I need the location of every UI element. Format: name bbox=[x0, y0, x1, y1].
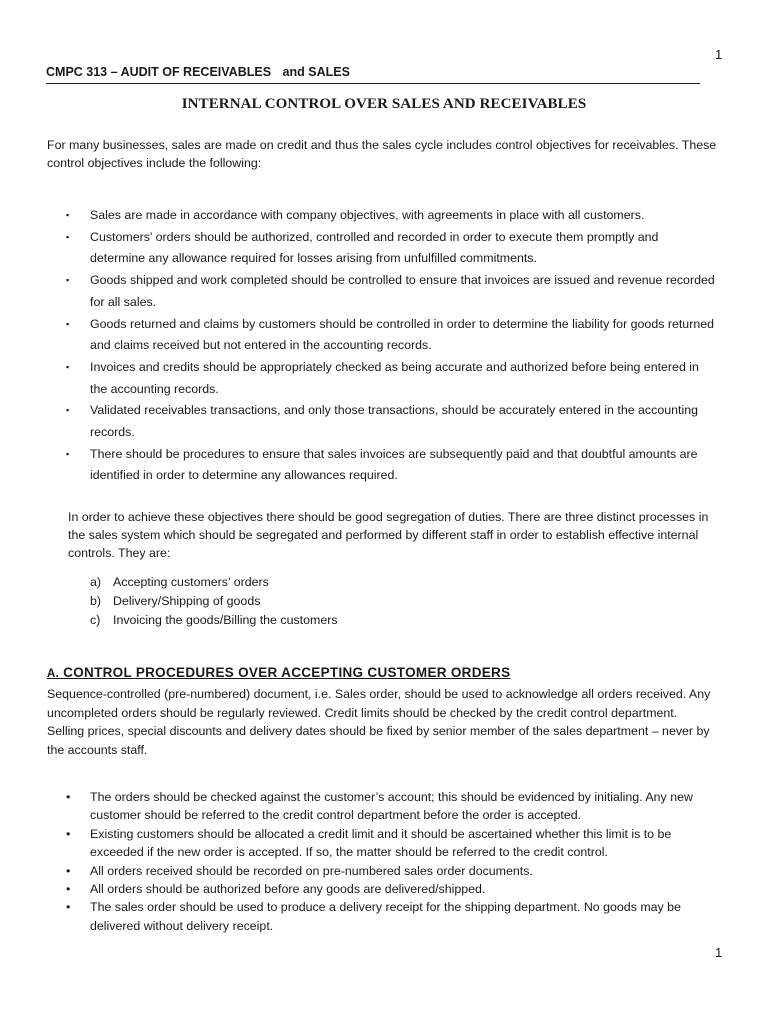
list-item: ▪ Validated receivables transactions, and only those transactions, should be accurately entered in the accounting records. bbox=[66, 400, 716, 443]
page-number-top: 1 bbox=[715, 47, 723, 62]
square-bullet-icon: ▪ bbox=[66, 275, 70, 286]
section-title: CONTROL PROCEDURES OVER ACCEPTING CUSTOMER ORDERS bbox=[63, 665, 511, 680]
bullet-icon: • bbox=[66, 790, 71, 804]
segregation-paragraph: In order to achieve these objectives there should be good segregation of duties. There are three distinct processes in the sales system which should be segregated and performed by different staff in order to establish effective internal controls. They are: bbox=[68, 510, 709, 560]
square-bullet-icon: ▪ bbox=[66, 231, 70, 242]
header-suffix: and SALES bbox=[282, 65, 350, 79]
list-item: ▪ Sales are made in accordance with company objectives, with agreements in place with all customers. bbox=[66, 205, 716, 227]
section-a-heading bbox=[47, 665, 510, 680]
section-a-paragraph: Sequence-controlled (pre-numbered) document, i.e. Sales order, should be used to acknowledge all orders received. Any uncompleted orders should be regularly reviewed. Credit limits should be checked by the credit control department. Selling prices, special discounts and delivery dates should be fixed by senior member of the sales department – never by the accounts staff. bbox=[47, 687, 711, 757]
bullet-icon: • bbox=[66, 900, 71, 915]
list-item: b) Delivery/Shipping of goods bbox=[90, 594, 261, 608]
header-course: CMPC 313 – AUDIT OF RECEIVABLES bbox=[46, 65, 272, 79]
list-item: ▪ Goods shipped and work completed should be controlled to ensure that invoices are issued and revenue recorded for all sales. bbox=[66, 270, 716, 313]
list-item: ▪ Customers’ orders should be authorized, controlled and recorded in order to execute them promptly and determine any allowance required for losses arising from unfulfilled commitments. bbox=[66, 227, 716, 270]
list-item: • The sales order should be used to produce a delivery receipt for the shipping department. No goods may be delivered without delivery receipt. bbox=[66, 900, 681, 933]
running-header bbox=[46, 65, 700, 84]
list-item: • Existing customers should be allocated a credit limit and it should be ascertained whether this limit is to be exceeded if the new order is accepted. If so, the matter should be referred to the credit control. bbox=[66, 826, 672, 860]
square-bullet-icon: ▪ bbox=[66, 318, 70, 329]
section-a-list bbox=[66, 788, 716, 935]
objectives-list bbox=[66, 205, 716, 487]
intro-paragraph: For many businesses, sales are made on credit and thus the sales cycle includes control objectives for receivables. These control objectives include the following: bbox=[47, 138, 717, 170]
square-bullet-icon: ▪ bbox=[66, 448, 70, 459]
processes-list bbox=[90, 573, 690, 630]
bullet-icon: • bbox=[66, 863, 71, 878]
list-item: • All orders received should be recorded on pre-numbered sales order documents. bbox=[66, 862, 716, 880]
list-item: c) Invoicing the goods/Billing the customers bbox=[90, 613, 338, 627]
list-item: a) Accepting customers’ orders bbox=[90, 575, 269, 589]
list-item: • The orders should be checked against the customer’s account; this should be evidenced by initialing. Any new customer should be referred to the credit control department before the order is accepted. bbox=[66, 790, 693, 823]
bullet-icon: • bbox=[66, 826, 71, 841]
list-item: ▪ Invoices and credits should be appropriately checked as being accurate and authorized before being entered in the accounting records. bbox=[66, 357, 716, 400]
section-letter: A. bbox=[47, 668, 60, 680]
page-number-bottom: 1 bbox=[715, 945, 723, 960]
square-bullet-icon: ▪ bbox=[66, 361, 70, 372]
bullet-icon: • bbox=[66, 882, 71, 897]
list-item: ▪ Goods returned and claims by customers should be controlled in order to determine the liability for goods returned and claims received but not entered in the accounting records. bbox=[66, 314, 716, 357]
list-item: • All orders should be authorized before any goods are delivered/shipped. bbox=[66, 880, 716, 898]
square-bullet-icon: ▪ bbox=[66, 405, 70, 416]
square-bullet-icon: ▪ bbox=[66, 210, 70, 220]
page-title: INTERNAL CONTROL OVER SALES AND RECEIVABLES bbox=[181, 96, 587, 112]
list-item: ▪ There should be procedures to ensure that sales invoices are subsequently paid and that doubtful amounts are identified in order to determine any allowances required. bbox=[66, 444, 716, 487]
